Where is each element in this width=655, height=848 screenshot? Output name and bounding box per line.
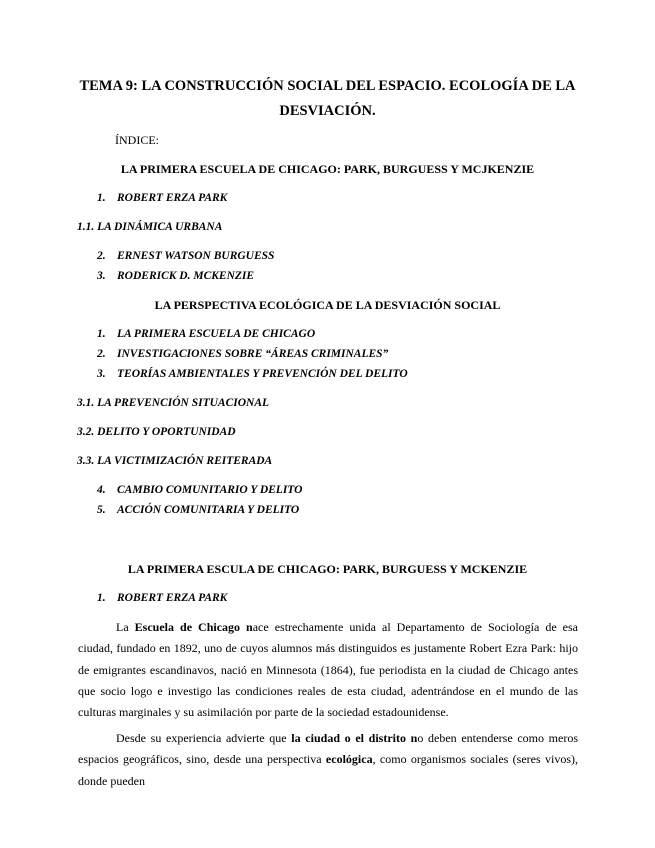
body-item-heading: 1. ROBERT ERZA PARK <box>97 592 228 604</box>
toc-section-1-title: LA PRIMERA ESCUELA DE CHICAGO: PARK, BURGUESS Y MCJKENZIE <box>120 162 535 176</box>
toc-subitem: 3.3. LA VICTIMIZACIÓN REITERADA <box>77 455 273 467</box>
document-title: TEMA 9: LA CONSTRUCCIÓN SOCIAL DEL ESPACIO. ECOLOGÍA DE LA DESVIACIÓN. <box>79 78 576 119</box>
toc-subitem: 1.1. LA DINÁMICA URBANA <box>77 221 223 233</box>
toc-item: 1. LA PRIMERA ESCUELA DE CHICAGO <box>97 328 316 340</box>
toc-item: 5. ACCIÓN COMUNITARIA Y DELITO <box>97 504 300 516</box>
toc-item: 2. INVESTIGACIONES SOBRE “ÁREAS CRIMINALES” <box>97 348 389 360</box>
paragraph-1: La Escuela de Chicago nace estrechamente unida al Departamento de Sociología de esa ciudad, fundado en 1892, uno de cuyos alumnos más distinguidos es justamente Robert Ezra Park: hijo de emigrantes escandinavos, nació en Minnesota (1864), fue periodista en la ciudad de Chicago antes que socio logo e investigo las condiciones reales de esta ciudad, adentrándose en el mundo de las culturas marginales y su asimilación por parte de la sociedad estadounidense. <box>78 620 578 720</box>
toc-subitem: 3.2. DELITO Y OPORTUNIDAD <box>77 426 236 438</box>
toc-subitem: 3.1. LA PREVENCIÓN SITUACIONAL <box>77 397 270 409</box>
toc-section-2-title: LA PERSPECTIVA ECOLÓGICA DE LA DESVIACIÓN SOCIAL <box>154 298 501 312</box>
toc-item: 3. TEORÍAS AMBIENTALES Y PREVENCIÓN DEL DELITO <box>97 368 408 380</box>
paragraph-2: Desde su experiencia advierte que la ciudad o el distrito no deben entenderse como meros espacios geográficos, sino, desde una perspectiva ecológica, como organismos sociales (seres vivos), donde pueden <box>78 731 578 788</box>
body-section-title: LA PRIMERA ESCULA DE CHICAGO: PARK, BURGUESS Y MCKENZIE <box>127 562 528 576</box>
toc-item: 2. ERNEST WATSON BURGUESS <box>97 250 275 262</box>
index-label: ÍNDICE: <box>115 133 159 147</box>
toc-item: 3. RODERICK D. MCKENZIE <box>97 270 255 282</box>
toc-item: 4. CAMBIO COMUNITARIO Y DELITO <box>97 484 303 496</box>
toc-item: 1. ROBERT ERZA PARK <box>97 192 228 204</box>
